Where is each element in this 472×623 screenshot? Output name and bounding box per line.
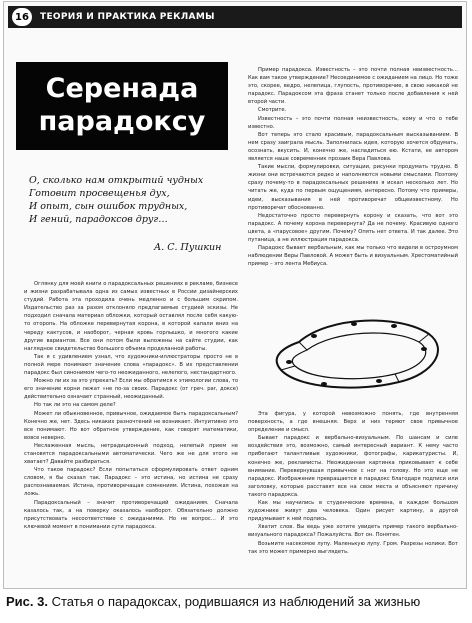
- paragraph: Парадоксальный – значит противоречащий ожиданиям. Сначала казалось так, а на поверку оказалось наоборот. Обязательно должно присутствовать несоответствие с ожиданиями. Но не вопрос… И это ключевой момент в понимании сути парадокса.: [24, 499, 238, 530]
- article-title-block: [16, 62, 228, 150]
- page-number: 16: [12, 8, 32, 26]
- epigraph: О, сколько нам открытий чудных Готовит просвещенья дух, И опыт, сын ошибок трудных, И гений, парадоксов друг…: [29, 175, 204, 225]
- figure-caption: [6, 594, 472, 609]
- right-column-top: [248, 66, 458, 308]
- page-header: [8, 6, 462, 28]
- figure-label: Рис. 3.: [6, 594, 48, 609]
- paragraph: Бывает парадокс и вербально-визуальным. По шансам и силе воздействия это, возможно, самый интересный вариант. К нему часто прибегают талантливые художники, фотографы, карикатуристы. И, конечно же, рекламисты. Неожиданная картинка приковывает к себе внимание. Перевернувшая привычное с ног на голову. Но это еще не парадокс. Изображение превращается в парадокс благодаря подписи или заголовку, которые расставят все на свои места и объясняют причину такого парадокса.: [248, 435, 458, 498]
- paragraph: Парадокс бывает вербальным, как мы только что видели в остроумном наблюдении Веры Павловой. А может быть и визуальным. Хрестоматийный пример – это лента Мебиуса.: [248, 245, 458, 268]
- paragraph: Смотрите.: [258, 107, 287, 114]
- magazine-page: [3, 1, 467, 589]
- paragraph: Пример парадокса. Известность – это почти полная неизвестность… Как вам такое утверждение? Несоединимое с ожиданием на лицо. Но тоже это, скорее, ведро, нелепица, глупость, противоречие, в свою никакой не парадокс. Парадоксом эта фраза станет только после добавления к ней второй части.: [248, 67, 458, 106]
- paragraph: Можно ли их за это упрекать? Если мы обратимся к этимологии слова, то его значение корни лежат «не по-за своих. Парадокс (от греч. par, доксе) действительно означает странный, неожиданный.: [24, 378, 238, 401]
- paragraph: Но так ли это на самом деле?: [34, 402, 116, 409]
- mobius-strip-illustration: [259, 304, 455, 409]
- paragraph: Может ли обыкновенное, привычное, ожидаемое быть парадоксальным? Конечно же, нет. Здесь никаких разночтений не возникает. Интуитивно это все понимают. Но вот обратное утверждение, как говорят математики, вовсе неверно.: [24, 410, 238, 441]
- paragraph: Что такое парадокс? Если попытаться сформулировать ответ одним словом, я бы сказал так. Парадокс – это истина, но истина не сразу распознаваемая. Истина, противоречащая сомнениям. Истина, похожая на ложь.: [24, 467, 238, 498]
- caption-text: Статья о парадоксах, родившаяся из наблюдений за жизнью: [47, 594, 421, 609]
- paragraph: Эта фигура, у которой невозможно понять, где внутренняя поверхность, а где внешняя. Верх и низ теряют свое привычное определение и смысл.: [248, 411, 458, 434]
- paragraph: Известность – это почти полная неизвестность, кому и что о тебе известно.: [248, 115, 458, 130]
- epigraph-author: А. С. Пушкин: [154, 242, 222, 253]
- paragraph: Такие мысли, формулировки, ситуации, рисунки продумать трудно. В жизни они встречаются редко и наполняются новыми смыслами. Поэтому сразу почему-то в парадоксальных решениях я искал несколько лет. Но читать же, куда по первым ощущениям, интересно. Потому что примеры, идеи, высказывания в ней противоречат общеизвестному. Но противоречат обоснованно.: [248, 164, 458, 211]
- right-column-bottom: [248, 410, 458, 582]
- article-title: Серенада парадоксу: [38, 73, 206, 137]
- paragraph: Хватит слов. Вы ведь уже хотите увидеть пример такого вербально-визуального парадокса? Пожалуйста. Вот он. Понятен.: [248, 524, 458, 539]
- paragraph: Так я с удивлением узнал, что художники-иллюстраторы просто не в полной мере понимают значение слова «парадокс». В их представлении парадокс был синонимом чего-то неожиданного, нелепого, нестандартного.: [24, 353, 238, 377]
- paragraph: Недостаточно просто перевернуть корону и сказать, что вот это парадокс. А почему корона перевернута? Да не почему. Красивую одного цвета, а «парусовое» другим. Почему? Опять нет ответа. И так далее. Это путаница, а не иллюстрация парадокса.: [248, 212, 458, 243]
- left-column: [24, 280, 238, 580]
- paragraph: Вот теперь это стало красивым, парадоксальным высказыванием. В нем сразу заиграла мысль. Заполнилась идея, которую хочется обдумать, осознать, вкусить. И, конечно же, насладиться ею. Кстати, ее автором является наше современник прозаик Вера Павлова.: [248, 131, 458, 163]
- paragraph: Неслаженная мысль, нетрадиционный подход, нелепый прием не становятся парадоксальными автоматически. Чего же не для этого не хватает? Давайте разбираться.: [24, 442, 238, 466]
- paragraph: Оглянку для моей книги о парадоксальных решениях в рекламе, бизнесе и жизни разрабатывала одна из самых известных в России дизайнерских студий. Работа эта проходила очень медленно и с большим скрипом. Издательство раз за разом отклоняло предлагаемые студией эскизы. Не подходил сначала материал обложки, который оставлял после себя какую-то оторопь. На обложке перевернутая корона, в которой капали вниз на череду кактусов, и наоборот, черная кровь горлышко, и многого какие другие вариантов. Все они потом были выложены на сайте студии, как наглядное свидетельство большого объема проделанной работы.: [24, 281, 238, 352]
- paragraph: Возьмите насекомое лупу. Маленькую лупу. Гром. Разрезы нолики. Вот так это может примерно выглядеть.: [248, 540, 458, 555]
- section-title: ТЕОРИЯ И ПРАКТИКА РЕКЛАМЫ: [40, 12, 215, 22]
- paragraph: Как мы научились в студенческие времена, в каждом большом художнике живут два человека. Один рисует картину, а другой придумывает к ней подпись.: [248, 500, 458, 523]
